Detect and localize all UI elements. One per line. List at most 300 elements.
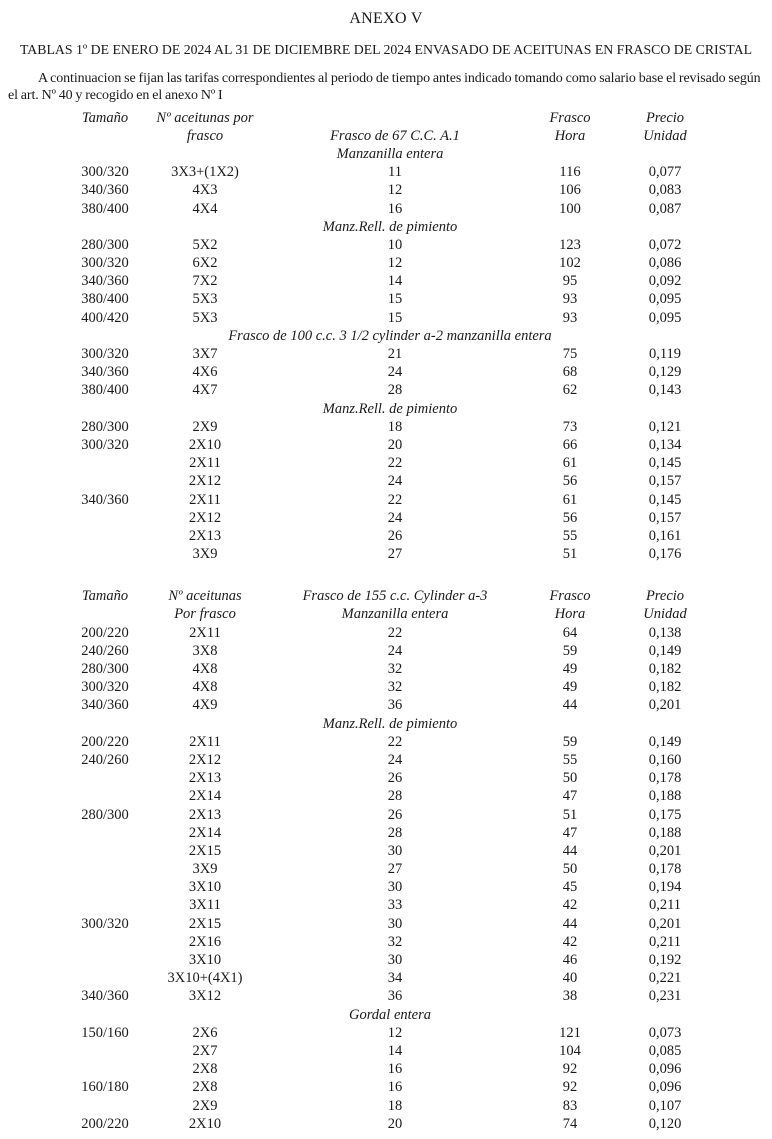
table-cell: 27 [387, 546, 403, 563]
table-row [60, 660, 720, 678]
table-cell: 2X12 [188, 751, 222, 768]
table-cell [60, 951, 150, 969]
table-cell: 240/260 [81, 642, 129, 659]
table-cell: 11 [388, 164, 402, 181]
table-cell: 0,092 [648, 273, 682, 290]
table-cell: 4X7 [192, 382, 218, 399]
header-cell [60, 606, 150, 624]
document-subtitle: TABLAS 1º DE ENERO DE 2024 AL 31 DE DICIEMBRE DEL 2024 ENVASADO DE ACEITUNAS EN FRASCO DE CRISTAL [19, 42, 753, 57]
section-label: Manz.Rell. de pimiento [322, 400, 458, 417]
table-cell: 28 [387, 382, 403, 399]
table-row [60, 770, 720, 788]
table-cell [60, 788, 150, 806]
table-cell: 3X9 [192, 546, 218, 563]
table-cell: 16 [387, 1079, 403, 1096]
section-row [60, 327, 720, 345]
table-cell: 30 [387, 915, 403, 932]
table-cell: 51 [562, 546, 578, 563]
table-cell: 340/360 [81, 988, 129, 1005]
table-cell: 0,188 [648, 824, 682, 841]
header-cell: Nº aceitunas [168, 588, 242, 605]
table-cell: 0,120 [648, 1115, 682, 1132]
table-cell: 18 [387, 418, 403, 435]
table-cell: 28 [387, 824, 403, 841]
table-cell: 2X11 [189, 733, 221, 750]
table-cell [60, 770, 150, 788]
table-cell: 10 [387, 236, 403, 253]
table-cell: 0,194 [648, 879, 682, 896]
table-cell: 2X16 [188, 933, 222, 950]
table-cell: 16 [387, 1061, 403, 1078]
table-cell: 160/180 [81, 1079, 129, 1096]
table-cell: 24 [387, 642, 403, 659]
header-cell: Frasco [549, 588, 591, 605]
table-row [60, 546, 720, 564]
table-cell: 0,182 [648, 679, 682, 696]
table-cell: 55 [562, 527, 578, 544]
table-cell: 0,149 [648, 733, 682, 750]
table-cell: 0,201 [648, 697, 682, 714]
intro-paragraph: A continuacion se fijan las tarifas correspondientes al periodo de tiempo antes indicado tomando como salario base el revisado según el art. Nº 40 y recogido en el anexo Nº I [8, 71, 761, 103]
table-row [60, 236, 720, 254]
table-cell: 61 [562, 491, 578, 508]
table-cell: 24 [387, 364, 403, 381]
table-row [60, 806, 720, 824]
table-cell: 4X4 [192, 200, 218, 217]
table-header-row-1 [60, 588, 720, 606]
table-cell: 0,188 [648, 788, 682, 805]
table-cell: 280/300 [81, 806, 129, 823]
table-cell: 59 [562, 733, 578, 750]
table-cell: 0,138 [648, 624, 682, 641]
table-row [60, 915, 720, 933]
table-cell: 2X13 [188, 527, 222, 544]
table-cell: 340/360 [81, 364, 129, 381]
table-cell: 280/300 [81, 661, 129, 678]
table-cell: 36 [387, 988, 403, 1005]
table-row [60, 1079, 720, 1097]
table-cell: 0,073 [648, 1024, 682, 1041]
header-cell: Frasco [549, 109, 591, 126]
table-cell: 20 [387, 1115, 403, 1132]
table-cell: 2X11 [189, 624, 221, 641]
table-cell: 0,157 [648, 473, 682, 490]
table-cell: 74 [562, 1115, 578, 1132]
tariff-table-2 [60, 588, 720, 1134]
table-cell: 93 [562, 291, 578, 308]
table-row [60, 733, 720, 751]
table-cell: 0,160 [648, 751, 682, 768]
table-cell: 32 [387, 933, 403, 950]
table-cell: 15 [387, 291, 403, 308]
table-row [60, 842, 720, 860]
table-cell: 49 [562, 661, 578, 678]
table-cell: 100 [559, 200, 581, 217]
table-cell: 66 [562, 436, 578, 453]
table-cell [60, 1042, 150, 1060]
table-cell [60, 473, 150, 491]
table-cell: 2X14 [188, 788, 222, 805]
header-cell [60, 127, 150, 145]
header-cell: Hora [554, 606, 586, 623]
table-cell: 2X14 [188, 824, 222, 841]
table-row [60, 182, 720, 200]
tariff-table-1 [60, 109, 720, 564]
table-cell: 49 [562, 679, 578, 696]
table-cell: 22 [387, 491, 403, 508]
table-cell: 5X2 [192, 236, 218, 253]
header-cell: Manzanilla entera [341, 606, 449, 623]
table-cell: 2X12 [188, 473, 222, 490]
section-row [60, 145, 720, 163]
header-cell: Frasco de 67 C.C. A.1 [330, 127, 460, 144]
table-row [60, 473, 720, 491]
table-cell: 38 [562, 988, 578, 1005]
table-cell: 42 [562, 897, 578, 914]
table-cell [60, 933, 150, 951]
section-row [60, 218, 720, 236]
table-cell: 44 [562, 842, 578, 859]
table-cell: 123 [559, 236, 581, 253]
table-cell: 0,085 [648, 1042, 682, 1059]
table-cell [60, 879, 150, 897]
table-cell: 36 [387, 697, 403, 714]
table-cell: 3X9 [192, 861, 218, 878]
table-cell [60, 861, 150, 879]
table-cell: 22 [387, 455, 403, 472]
table-cell: 300/320 [81, 346, 129, 363]
table-cell: 5X3 [192, 309, 218, 326]
table-cell: 50 [562, 770, 578, 787]
table-cell: 40 [562, 970, 578, 987]
table-cell: 56 [562, 509, 578, 526]
table-cell [60, 842, 150, 860]
header-cell: frasco [186, 127, 224, 144]
table-cell: 2X9 [192, 1097, 218, 1114]
table-cell: 0,201 [648, 842, 682, 859]
table-cell: 3X11 [189, 897, 221, 914]
table-cell: 0,086 [648, 255, 682, 272]
table-cell [60, 824, 150, 842]
header-cell: Por frasco [174, 606, 236, 623]
table-row [60, 164, 720, 182]
table-row [60, 751, 720, 769]
header-cell: Hora [554, 127, 586, 144]
table-cell: 59 [562, 642, 578, 659]
table-cell: 2X12 [188, 509, 222, 526]
table-cell: 47 [562, 824, 578, 841]
table-cell: 380/400 [81, 291, 129, 308]
table-cell: 200/220 [81, 1115, 129, 1132]
table-cell: 200/220 [81, 624, 129, 641]
table-row [60, 951, 720, 969]
header-cell: Unidad [643, 606, 687, 623]
table-cell: 280/300 [81, 236, 129, 253]
table-cell: 2X6 [192, 1024, 218, 1041]
table-cell: 2X15 [188, 915, 222, 932]
table-cell: 26 [387, 806, 403, 823]
table-cell: 121 [559, 1024, 581, 1041]
table-cell: 26 [387, 527, 403, 544]
table-cell: 4X8 [192, 661, 218, 678]
section-row [60, 715, 720, 733]
section-label: Frasco de 100 c.c. 3 1/2 cylinder a-2 manzanilla entera [228, 327, 552, 344]
table-cell: 20 [387, 436, 403, 453]
table-cell: 0,231 [648, 988, 682, 1005]
table-cell: 300/320 [81, 255, 129, 272]
table-cell: 340/360 [81, 697, 129, 714]
table-cell: 47 [562, 788, 578, 805]
table-cell [60, 1061, 150, 1079]
table-cell: 32 [387, 679, 403, 696]
table-cell: 0,072 [648, 236, 682, 253]
table-cell: 0,175 [648, 806, 682, 823]
section-row [60, 400, 720, 418]
table-cell: 55 [562, 751, 578, 768]
table-cell: 0,096 [648, 1079, 682, 1096]
table-cell: 93 [562, 309, 578, 326]
table-row [60, 679, 720, 697]
table-row [60, 1061, 720, 1079]
table-cell: 340/360 [81, 273, 129, 290]
table-header-row-1 [60, 109, 720, 127]
table-cell: 0,157 [648, 509, 682, 526]
table-cell: 0,211 [648, 933, 682, 950]
section-label: Manz.Rell. de pimiento [322, 218, 458, 235]
table-cell: 240/260 [81, 751, 129, 768]
table-cell: 24 [387, 473, 403, 490]
table-cell: 22 [387, 733, 403, 750]
table-cell: 0,096 [648, 1061, 682, 1078]
table-row [60, 309, 720, 327]
table-cell: 0,145 [648, 491, 682, 508]
table-row [60, 624, 720, 642]
table-row [60, 897, 720, 915]
table-cell: 0,201 [648, 915, 682, 932]
table-cell: 64 [562, 624, 578, 641]
table-row [60, 824, 720, 842]
table-cell: 14 [387, 1042, 403, 1059]
table-cell: 6X2 [192, 255, 218, 272]
table-cell: 300/320 [81, 436, 129, 453]
table-cell: 0,178 [648, 861, 682, 878]
table-cell: 44 [562, 915, 578, 932]
table-cell: 0,182 [648, 661, 682, 678]
table-cell: 73 [562, 418, 578, 435]
table-row [60, 988, 720, 1006]
table-row [60, 291, 720, 309]
table-cell: 106 [559, 182, 581, 199]
table-cell: 30 [387, 842, 403, 859]
tables-area [0, 109, 772, 1133]
table-row [60, 455, 720, 473]
table-cell: 3X3+(1X2) [171, 164, 239, 181]
table-cell: 380/400 [81, 200, 129, 217]
table-cell: 24 [387, 751, 403, 768]
table-cell [60, 527, 150, 545]
table-cell: 2X11 [189, 455, 221, 472]
table-cell: 150/160 [81, 1024, 129, 1041]
table-cell: 0,145 [648, 455, 682, 472]
table-cell: 56 [562, 473, 578, 490]
table-cell: 2X13 [188, 806, 222, 823]
table-cell: 0,119 [648, 346, 682, 363]
table-cell: 0,083 [648, 182, 682, 199]
table-cell: 0,211 [648, 897, 682, 914]
table-cell: 116 [559, 164, 581, 181]
table-cell [60, 1097, 150, 1115]
table-row [60, 436, 720, 454]
table-cell: 102 [559, 255, 581, 272]
section-label: Gordal entera [348, 1006, 432, 1023]
table-cell [60, 970, 150, 988]
table-row [60, 970, 720, 988]
table-cell: 0,121 [648, 418, 682, 435]
table-cell: 3X10+(4X1) [167, 970, 243, 987]
table-cell: 4X3 [192, 182, 218, 199]
table-cell: 24 [387, 509, 403, 526]
header-cell: Unidad [643, 127, 687, 144]
table-header-row-2 [60, 606, 720, 624]
table-cell: 0,129 [648, 364, 682, 381]
table-cell: 0,178 [648, 770, 682, 787]
table-cell: 2X10 [188, 436, 222, 453]
table-cell: 3X7 [192, 346, 218, 363]
table-cell: 2X10 [188, 1115, 222, 1132]
table-cell: 0,161 [648, 527, 682, 544]
header-cell: Precio [645, 588, 685, 605]
table-cell: 44 [562, 697, 578, 714]
table-row [60, 273, 720, 291]
table-row [60, 418, 720, 436]
table-cell [60, 509, 150, 527]
table-cell: 300/320 [81, 679, 129, 696]
header-cell: Tamaño [81, 588, 129, 605]
table-cell: 200/220 [81, 733, 129, 750]
table-cell: 16 [387, 200, 403, 217]
table-cell: 2X7 [192, 1042, 218, 1059]
section-row [60, 1006, 720, 1024]
table-cell: 280/300 [81, 418, 129, 435]
table-row [60, 879, 720, 897]
table-cell: 42 [562, 933, 578, 950]
table-cell: 0,176 [648, 546, 682, 563]
section-label: Manzanilla entera [336, 145, 444, 162]
table-row [60, 255, 720, 273]
table-row [60, 491, 720, 509]
table-cell: 0,143 [648, 382, 682, 399]
table-cell: 12 [387, 1024, 403, 1041]
table-cell: 92 [562, 1061, 578, 1078]
table-cell: 95 [562, 273, 578, 290]
table-row [60, 1024, 720, 1042]
table-cell: 28 [387, 788, 403, 805]
table-cell: 30 [387, 879, 403, 896]
table-header-row-2 [60, 127, 720, 145]
header-cell: Nº aceitunas por [156, 109, 254, 126]
table-cell: 2X11 [189, 491, 221, 508]
table-cell [60, 897, 150, 915]
table-row [60, 642, 720, 660]
table-row [60, 200, 720, 218]
table-cell: 26 [387, 770, 403, 787]
table-cell: 62 [562, 382, 578, 399]
table-cell: 21 [387, 346, 403, 363]
table-row [60, 509, 720, 527]
header-cell: Precio [645, 109, 685, 126]
table-cell: 32 [387, 661, 403, 678]
table-cell: 0,077 [648, 164, 682, 181]
table-cell: 50 [562, 861, 578, 878]
table-cell: 75 [562, 346, 578, 363]
table-cell: 0,221 [648, 970, 682, 987]
table-cell: 14 [387, 273, 403, 290]
table-row [60, 1042, 720, 1060]
table-cell: 34 [387, 970, 403, 987]
header-cell: Tamaño [81, 109, 129, 126]
table-row [60, 1097, 720, 1115]
table-cell: 4X9 [192, 697, 218, 714]
table-cell: 46 [562, 952, 578, 969]
table-cell: 4X6 [192, 364, 218, 381]
table-cell: 5X3 [192, 291, 218, 308]
table-cell: 340/360 [81, 182, 129, 199]
table-row [60, 382, 720, 400]
table-cell: 0,087 [648, 200, 682, 217]
table-cell: 61 [562, 455, 578, 472]
header-cell: Frasco de 155 c.c. Cylinder a-3 [302, 588, 488, 605]
table-cell [60, 455, 150, 473]
table-row [60, 364, 720, 382]
table-cell: 0,134 [648, 436, 682, 453]
table-cell: 0,095 [648, 309, 682, 326]
table-cell: 18 [387, 1097, 403, 1114]
table-cell: 33 [387, 897, 403, 914]
table-cell: 104 [559, 1042, 581, 1059]
table-cell: 0,107 [648, 1097, 682, 1114]
table-row [60, 697, 720, 715]
table-cell: 22 [387, 624, 403, 641]
table-cell: 2X8 [192, 1079, 218, 1096]
table-cell [60, 546, 150, 564]
table-cell: 4X8 [192, 679, 218, 696]
table-cell: 300/320 [81, 915, 129, 932]
table-row [60, 1115, 720, 1133]
table-cell: 3X8 [192, 642, 218, 659]
table-cell: 12 [387, 255, 403, 272]
table-row [60, 527, 720, 545]
table-cell: 27 [387, 861, 403, 878]
table-row [60, 788, 720, 806]
table-row [60, 933, 720, 951]
table-cell: 2X8 [192, 1061, 218, 1078]
table-cell: 45 [562, 879, 578, 896]
table-cell: 7X2 [192, 273, 218, 290]
table-cell: 0,095 [648, 291, 682, 308]
table-cell: 3X10 [188, 879, 222, 896]
table-cell: 51 [562, 806, 578, 823]
table-cell: 2X13 [188, 770, 222, 787]
document-title: ANEXO V [349, 10, 423, 27]
table-cell: 2X9 [192, 418, 218, 435]
table-cell: 0,149 [648, 642, 682, 659]
table-cell: 83 [562, 1097, 578, 1114]
table-cell: 3X12 [188, 988, 222, 1005]
table-cell: 68 [562, 364, 578, 381]
table-row [60, 861, 720, 879]
table-row [60, 345, 720, 363]
table-cell: 380/400 [81, 382, 129, 399]
